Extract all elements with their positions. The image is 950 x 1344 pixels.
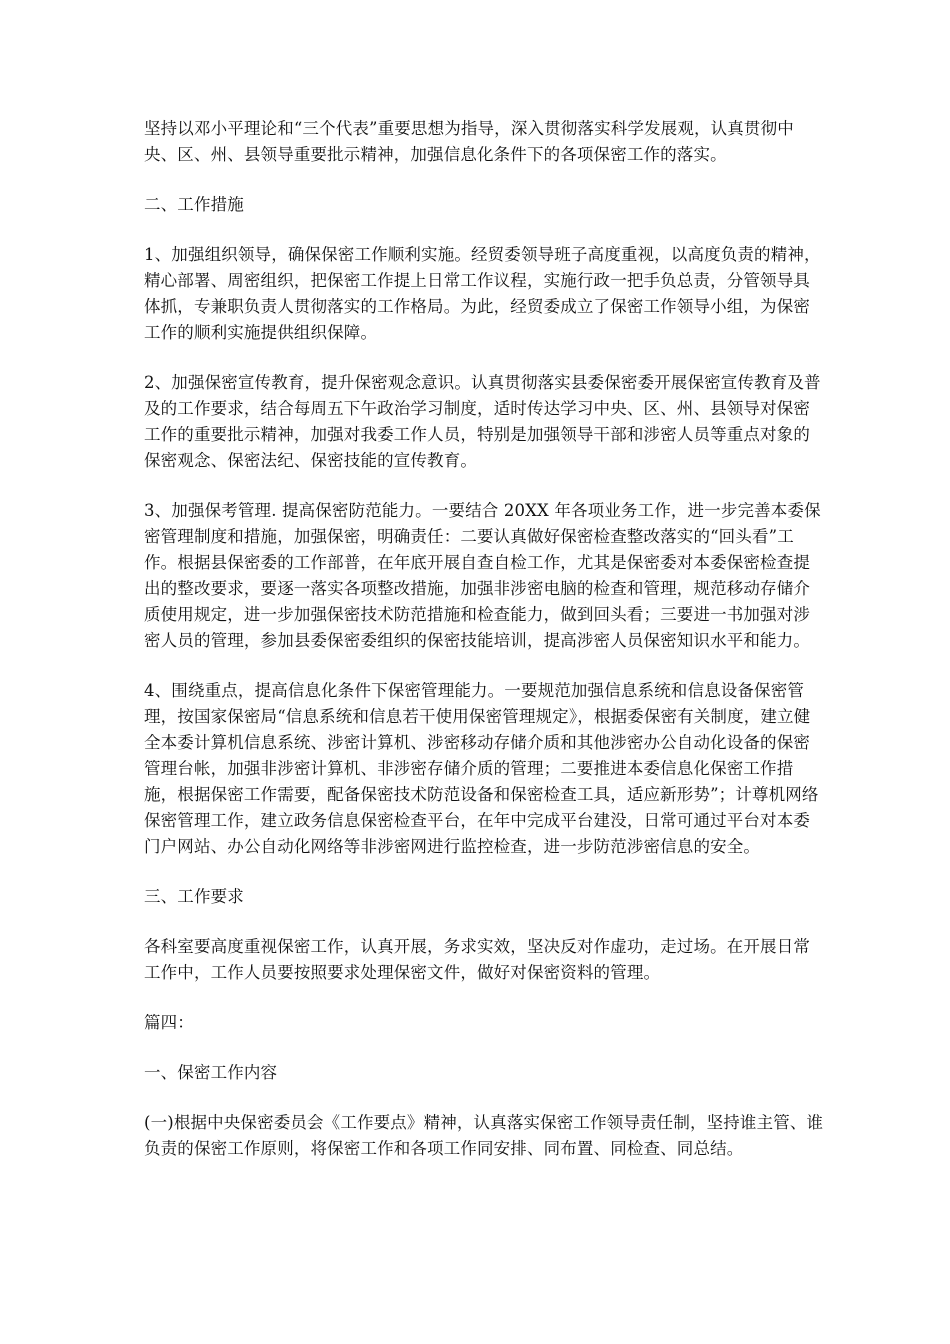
section-heading-work-requirements: 三、工作要求 <box>144 887 244 906</box>
section-heading-part-four: 篇四： <box>144 1013 194 1032</box>
paragraph-content-1: (一)根据中央保密委员会《工作要点》精神，认真落实保密工作领导责任制，坚持谁主管、谁负责的保密工作原则，将保密工作和各项工作同安排、同布置、同检查、同总结。 <box>144 1113 824 1158</box>
section-heading-confidential-work-content: 一、保密工作内容 <box>144 1063 278 1082</box>
paragraph-measure-4: 4、围绕重点，提高信息化条件下保密管理能力。一要规范加强信息系统和信息设备保密管理，按国家保密局“信息系统和信息若干使用保密管理规定》，根据委保密有关制度，建立健全本委计算机信息系统、涉密计算机、涉密移动存储介质和其他涉密办公自动化设备的保密管理台帐，加强非涉密计算机、非涉密存储介质的管理；二要推进本委信息化保密工作措施，根据保密工作需要，配备保密技术防范设备和保密检查工具，适应新形势”；计尊机网络保密管理工作，建立政务信息保密检查平台，在年中完成平台建没，日常可通过平台对本委门户网站、办公自动化网络等非涉密网进行监控检查，进一步防范涉密信息的安全。 <box>144 681 819 856</box>
paragraph-measure-3: 3、加强保考管理. 提高保密防范能力。一要结合 20XX 年各项业务工作，进一步完善本委保密管理制度和措施，加强保密，明确责任：二要认真做好保密检查整改落实的“回头看”工作。根据县保密委的工作部普，在年底开展自查自检工作，尤其是保密委对本委保密检查提出的整改要求，要逐一落实各项整改措施，加强非涉密电脑的检查和管理，规范移动存储介质使用规定，进一步加强保密技术防范措施和检查能力，做到回头看；三要进一书加强对涉密人员的管理，参加县委保密委组织的保密技能培训，提高涉密人员保密知识水平和能力。 <box>144 501 821 650</box>
section-heading-work-measures: 二、工作措施 <box>144 195 244 214</box>
document-body <box>144 116 824 1186</box>
paragraph-requirements: 各科室要高度重视保密工作，认真开展，务求实效，坚决反对作虚功，走过场。在开展日常工作中，工作人员要按照要求处理保密文件，做好对保密资料的管理。 <box>144 937 810 982</box>
paragraph-measure-1: 1、加强组织领导，确保保密工作顺利实施。经贸委领导班子高度重视，以高度负责的精神，精心部署、周密组织，把保密工作提上日常工作议程，实施行政一把手负总责，分管领导具体抓，专兼职负责人贯彻落实的工作格局。为此，经贸委成立了保密工作领导小组，为保密工作的顺利实施提供组织保障。 <box>144 245 821 342</box>
paragraph-measure-2: 2、加强保密宣传教育，提升保密观念意识。认真贯彻落实县委保密委开展保密宣传教育及普及的工作要求，结合每周五下午政治学习制度，适时传达学习中央、区、州、县领导对保密工作的重要批示精神，加强对我委工作人员，特别是加强领导干部和涉密人员等重点对象的保密观念、保密法纪、保密技能的宣传教育。 <box>144 373 821 470</box>
paragraph-intro: 坚持以邓小平理论和“三个代表”重要思想为指导，深入贯彻落实科学发展观，认真贯彻中央、区、州、县领导重要批示精神，加强信息化条件下的各项保密工作的落实。 <box>144 119 794 164</box>
